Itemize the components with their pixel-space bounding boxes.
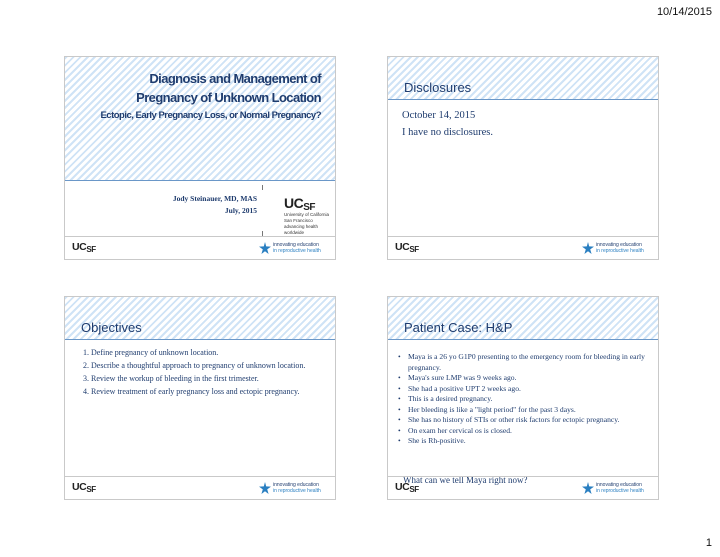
- slide-patient-case: [387, 296, 659, 500]
- slide-title-band: [388, 297, 658, 340]
- list-item: • She has no history of STIs or other risk factors for ectopic pregnancy.: [408, 415, 652, 426]
- slide-footer: [65, 476, 335, 499]
- list-item: • Maya is a 26 yo G1P0 presenting to the emergency room for bleeding in early pregnancy.: [408, 352, 652, 373]
- list-item: 4. Review treatment of early pregnancy loss and ectopic pregnancy.: [91, 386, 335, 397]
- ucsf-logo-caption: University of California San Francisco advancing health worldwide: [284, 212, 330, 235]
- list-item: 1. Define pregnancy of unknown location.: [91, 347, 335, 358]
- footer-ucsf-logo: $UC_{SF}$: [395, 481, 419, 494]
- innovating-education-logo: innovating education in reproductive health: [582, 240, 654, 256]
- author-block: [173, 193, 257, 217]
- slide-title: [64, 56, 336, 260]
- page-date: 10/14/2015: [656, 6, 712, 18]
- slide-footer: [388, 236, 658, 259]
- list-item: • This is a desired pregnancy.: [408, 394, 652, 405]
- list-item: 2. Describe a thoughtful approach to pregnancy of unknown location.: [91, 360, 335, 371]
- title-banner: [65, 57, 335, 181]
- slide-title-band: [388, 57, 658, 100]
- list-item: • Maya's sure LMP was 9 weeks ago.: [408, 373, 652, 384]
- list-item: 3. Review the workup of bleeding in the first trimester.: [91, 373, 335, 384]
- star-icon: [582, 242, 594, 254]
- case-bullet-list: [396, 352, 652, 447]
- slide-title-band: [65, 297, 335, 340]
- slide-footer: [65, 236, 335, 259]
- footer-ucsf-logo: $UC_{SF}$: [72, 481, 96, 494]
- footer-ucsf-logo: $UC_{SF}$: [395, 241, 419, 254]
- list-item: • On exam her cervical os is closed.: [408, 426, 652, 437]
- footer-ucsf-logo: $UC_{SF}$: [72, 241, 96, 254]
- slide-objectives: [64, 296, 336, 500]
- title-line-2: Pregnancy of Unknown Location: [136, 90, 321, 105]
- slide-heading: Objectives: [81, 320, 142, 335]
- ucsf-logo: $UC_{SF}$: [284, 195, 316, 213]
- page-number: 1: [705, 537, 712, 549]
- innovating-education-logo: innovating education in reproductive health: [259, 480, 331, 496]
- objectives-list: [73, 347, 335, 399]
- star-icon: [259, 482, 271, 494]
- divider-tick-top: [262, 185, 263, 190]
- innovating-education-logo: innovating education in reproductive health: [582, 480, 654, 496]
- innovating-education-logo: innovating education in reproductive health: [259, 240, 331, 256]
- presentation-subtitle: Ectopic, Early Pregnancy Loss, or Normal Pregnancy?: [100, 110, 321, 121]
- disclosure-text: [402, 107, 493, 141]
- presentation-title: [71, 69, 321, 107]
- case-question: What can we tell Maya right now?: [403, 475, 528, 485]
- author-name: Jody Steinauer, MD, MAS: [172, 194, 257, 203]
- disclosure-statement: I have no disclosures.: [402, 127, 493, 138]
- slide-heading: Patient Case: H&P: [404, 320, 513, 335]
- star-icon: [259, 242, 271, 254]
- list-item: • Her bleeding is like a "light period" for the past 3 days.: [408, 405, 652, 416]
- slide-disclosures: [387, 56, 659, 260]
- list-item: • She had a positive UPT 2 weeks ago.: [408, 384, 652, 395]
- list-item: • She is Rh-positive.: [408, 436, 652, 447]
- title-line-1: Diagnosis and Management of: [149, 71, 321, 86]
- disclosure-date: October 14, 2015: [402, 110, 476, 121]
- star-icon: [582, 482, 594, 494]
- slide-heading: Disclosures: [404, 80, 472, 95]
- slide-footer: [388, 476, 658, 499]
- presentation-date: July, 2015: [224, 206, 257, 215]
